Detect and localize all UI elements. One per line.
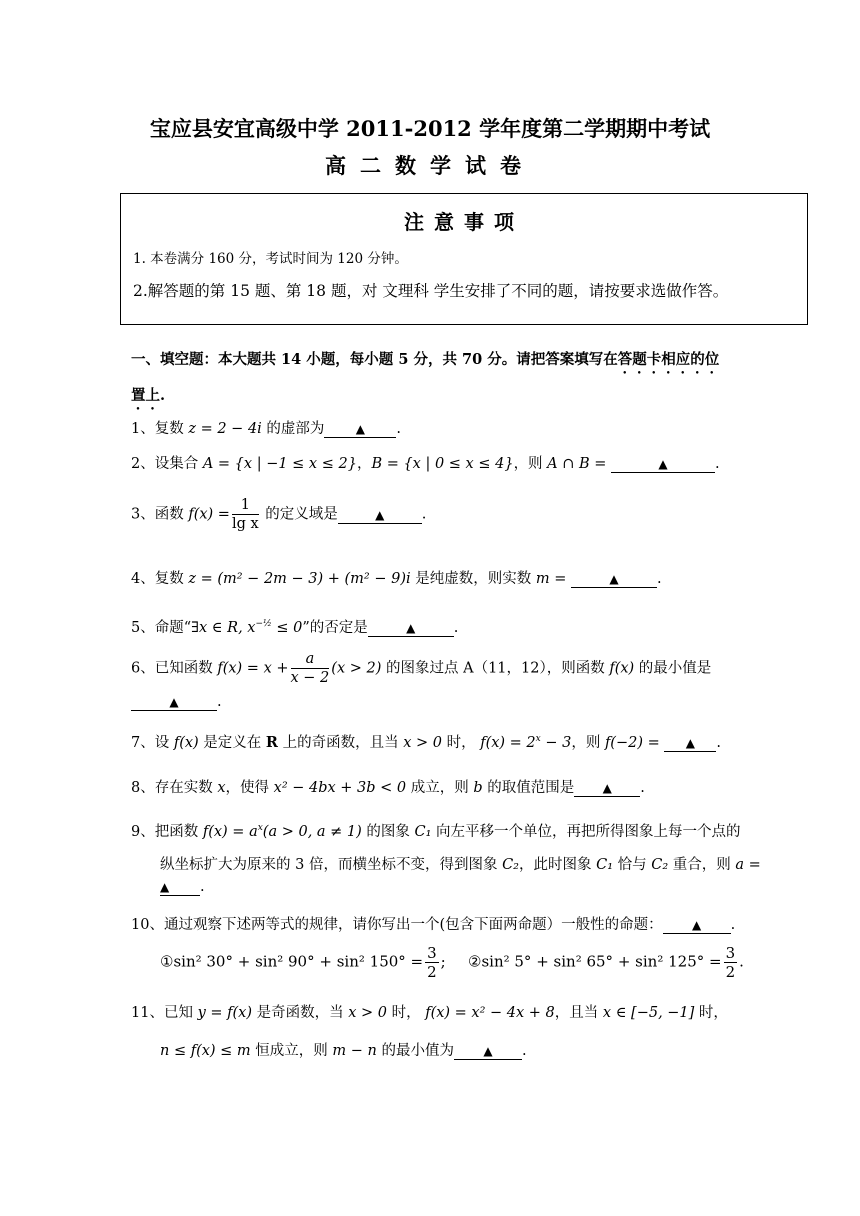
question-text: 上的奇函数，且当 (277, 735, 404, 751)
answer-blank[interactable]: ▲ (324, 421, 396, 438)
question-10-equation-1 (160, 944, 446, 981)
answer-blank[interactable]: ▲ (571, 571, 657, 588)
question-text: 命题“ (154, 620, 192, 636)
question-text: 的图象过点 A（11，12），则函数 (381, 660, 610, 677)
notice-item-2: 2.解答题的第 15 题、第 18 题，对 文理科 学生安排了不同的题，请按要求选做作答。 (133, 282, 729, 300)
question-text: ，则 (571, 735, 605, 751)
question-text: 的虚部为 (261, 421, 325, 437)
math-exponent: x (535, 734, 541, 745)
equation-label: ② (468, 952, 482, 971)
math-expression: f(−2) = (604, 735, 660, 751)
question-text: 恰与 (613, 857, 652, 873)
math-expression: y = f(x) (197, 1005, 252, 1021)
question-text: 的定义域是 (260, 506, 338, 523)
question-text: 函数 (154, 506, 189, 523)
question-number: 4、 (131, 571, 155, 587)
question-9-line2 (160, 853, 761, 874)
math-interval: x ∈ [−5, −1] (602, 1005, 695, 1021)
answer-blank[interactable]: ▲ (663, 917, 731, 934)
question-text: ， (356, 456, 372, 472)
section-heading-emphasis: 答题卡相应的位 (617, 351, 720, 368)
section-heading-line2 (131, 384, 165, 413)
question-text: 设集合 (154, 456, 203, 472)
question-number: 9、 (131, 824, 155, 840)
question-number: 3、 (131, 506, 155, 523)
question-8 (131, 776, 645, 797)
question-text: 存在实数 (154, 780, 218, 796)
question-number: 7、 (131, 735, 155, 751)
fraction-numerator: a (291, 650, 330, 669)
fraction (425, 944, 439, 981)
math-curve-label: C₂ (651, 857, 669, 873)
answer-blank[interactable]: ▲ (574, 780, 640, 797)
question-end: . (716, 735, 721, 751)
math-condition: (a > 0, a ≠ 1) (262, 824, 362, 840)
fraction-numerator: 1 (232, 496, 259, 515)
math-curve-label: C₁ (596, 857, 614, 873)
question-end: . (421, 506, 427, 523)
question-number: 1、 (131, 421, 155, 437)
question-text: ，此时图象 (518, 857, 597, 873)
math-expression: m − n (332, 1043, 377, 1059)
math-variable: b (473, 780, 483, 796)
question-text: 复数 (154, 421, 189, 437)
question-text: 的取值范围是 (482, 780, 575, 796)
fraction (724, 944, 738, 981)
question-1 (131, 417, 401, 438)
exam-title: 宝应县安宜高级中学 2011-2012 学年度第二学期期中考试 (149, 116, 711, 141)
section-heading-line1 (131, 348, 719, 377)
question-end: . (453, 620, 459, 636)
equation-label: ① (160, 952, 174, 971)
question-text: 已知 (163, 1005, 198, 1021)
question-11-line2 (160, 1039, 527, 1060)
math-expression: A ∩ B = (547, 456, 607, 472)
question-9 (131, 820, 741, 841)
notice-box (120, 193, 808, 325)
fraction-denominator: 2 (725, 963, 736, 981)
question-10 (131, 913, 735, 934)
question-end: . (217, 694, 222, 710)
question-number: 10、 (131, 917, 164, 933)
math-expression: z = (m² − 2m − 3) + (m² − 9)i (188, 571, 411, 587)
question-end: . (656, 571, 662, 587)
set-a-expression: A = {x | −1 ≤ x ≤ 2} (202, 456, 357, 472)
fraction-denominator: x − 2 (290, 670, 330, 686)
math-curve-label: C₁ (414, 824, 432, 840)
set-b-expression: B = {x | 0 ≤ x ≤ 4} (371, 456, 514, 472)
math-expression: f(x) = 2 (480, 735, 536, 751)
question-text: ”的否定是 (302, 620, 368, 636)
question-5 (131, 616, 458, 637)
math-set-r: R (265, 734, 278, 751)
math-curve-label: C₂ (502, 857, 519, 873)
question-text: 复数 (154, 571, 189, 587)
question-text: 向左平移一个单位，再把所得图象上每一个点的 (431, 824, 741, 840)
question-3 (131, 496, 426, 533)
answer-blank[interactable]: ▲ (664, 735, 716, 752)
question-text: 时， (386, 1005, 426, 1021)
question-text: 恒成立，则 (250, 1043, 333, 1059)
answer-blank[interactable]: ▲ (338, 507, 422, 524)
question-text: 通过观察下述两等式的规律，请你写出一个(包含下面两命题）一般性的命题： (163, 917, 663, 933)
question-end: . (200, 879, 205, 895)
question-number: 8、 (131, 780, 155, 796)
question-2 (131, 452, 720, 473)
math-exponent: −½ (255, 619, 272, 630)
math-variable: a = (735, 857, 761, 873)
notice-title: 注意事项 (404, 210, 524, 234)
question-4 (131, 567, 662, 588)
question-number: 5、 (131, 620, 155, 636)
question-6 (131, 650, 711, 687)
question-10-equation-2 (468, 944, 744, 981)
question-number: 11、 (131, 1005, 164, 1021)
question-end: . (396, 421, 402, 437)
question-text: ，且当 (554, 1005, 603, 1021)
question-7 (131, 731, 721, 752)
question-text: 时， (441, 735, 481, 751)
question-text: 是奇函数，当 (251, 1005, 349, 1021)
question-end: . (715, 456, 720, 472)
math-variable: x (217, 780, 226, 796)
math-expression: n ≤ f(x) ≤ m (160, 1043, 251, 1059)
question-9-answer-line (160, 879, 205, 896)
section-heading-emphasis-2: 置上 (131, 387, 160, 404)
math-expression: z = 2 − 4i (188, 421, 262, 437)
math-exponent: x (257, 823, 263, 834)
exam-subtitle: 高二数学试卷 (325, 153, 535, 178)
question-number: 2、 (131, 456, 155, 472)
question-text: ，使得 (225, 780, 274, 796)
question-text: ，则 (513, 456, 548, 472)
math-expression: ∃x ∈ R, x (191, 620, 256, 636)
question-text: 是纯虚数，则实数 (410, 571, 536, 587)
section-heading-text: 一、填空题：本大题共 14 小题，每小题 5 分，共 70 分。请把答案填写在 (131, 351, 618, 368)
math-condition: x > 0 (348, 1005, 387, 1021)
question-text: 已知函数 (154, 660, 218, 677)
fraction-denominator: 2 (427, 963, 437, 981)
math-condition: (x > 2) (331, 660, 382, 677)
question-text: 设 (154, 735, 174, 751)
question-text: 的最小值为 (376, 1043, 454, 1059)
math-expression: sin² 5° + sin² 65° + sin² 125° = (481, 952, 722, 971)
question-end: . (730, 917, 736, 933)
math-expression: f(x) = x + (217, 660, 289, 677)
question-6-answer-line (131, 694, 222, 711)
question-text: 时， (694, 1005, 728, 1021)
answer-blank[interactable]: ▲ (160, 879, 200, 896)
math-expression: f(x) = (188, 506, 230, 523)
fraction (291, 650, 330, 687)
question-end: . (640, 780, 645, 796)
question-text: 是定义在 (198, 735, 266, 751)
answer-blank[interactable]: ▲ (611, 456, 715, 473)
question-11 (131, 1001, 728, 1022)
section-heading-period: . (160, 387, 166, 404)
math-function: f(x) (173, 735, 199, 751)
answer-blank[interactable]: ▲ (454, 1043, 522, 1060)
math-expression: sin² 30° + sin² 90° + sin² 150° = (173, 952, 424, 971)
question-text: 的图象 (361, 824, 415, 840)
answer-blank[interactable]: ▲ (368, 620, 454, 637)
question-text: 成立，则 (406, 780, 474, 796)
question-text: 纵坐标扩大为原来的 3 倍，而横坐标不变，得到图象 (160, 857, 503, 873)
fraction-numerator: 3 (725, 944, 736, 962)
math-expression: f(x) = x² − 4x + 8 (425, 1005, 555, 1021)
question-end: . (521, 1043, 527, 1059)
notice-item-1: 1. 本卷满分 160 分，考试时间为 120 分钟。 (133, 251, 408, 267)
math-variable: m = (535, 571, 567, 587)
math-condition: x > 0 (403, 735, 442, 751)
question-end: ; (440, 952, 446, 971)
math-function: f(x) (609, 660, 635, 677)
math-expression: f(x) = a (202, 824, 258, 840)
fraction-numerator: 3 (427, 944, 437, 962)
question-text: 重合，则 (668, 857, 736, 873)
question-number: 6、 (131, 660, 155, 677)
question-text: 把函数 (154, 824, 203, 840)
question-end: . (739, 952, 744, 971)
math-expression: ≤ 0 (271, 620, 303, 636)
answer-blank[interactable]: ▲ (131, 694, 217, 711)
fraction-denominator: lg x (231, 516, 259, 532)
question-text: 的最小值是 (634, 660, 712, 677)
fraction (232, 496, 259, 533)
math-expression: − 3 (540, 735, 572, 751)
math-expression: x² − 4bx + 3b < 0 (273, 780, 407, 796)
